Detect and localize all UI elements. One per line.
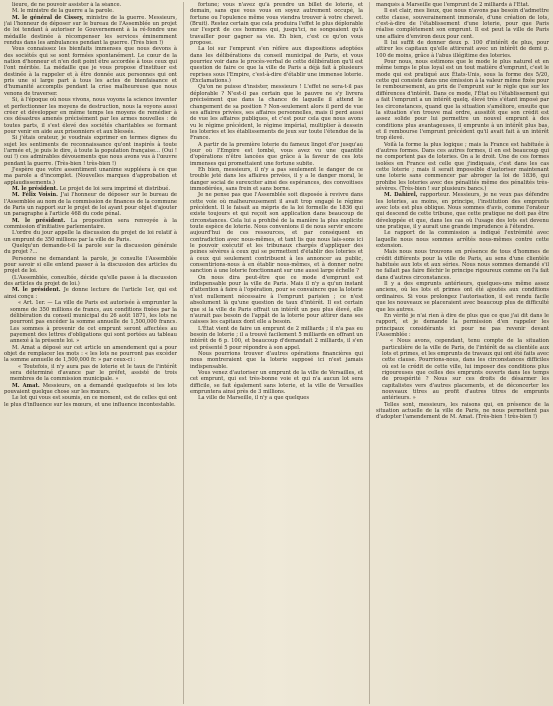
paragraph	[190, 46, 363, 84]
paragraph	[4, 46, 177, 97]
paragraph-text: M. le ministre de la guerre a la parole.	[12, 8, 114, 15]
paragraph	[4, 167, 177, 186]
speaker-name: M. le président.	[12, 287, 64, 294]
column-left	[4, 2, 177, 704]
speaker-name: M. le président.	[12, 217, 71, 224]
paragraph	[376, 192, 549, 230]
speaker-name: M. le général de Cissey,	[12, 14, 87, 21]
paragraph	[4, 243, 177, 256]
paragraph	[4, 230, 177, 243]
speaker-name: M. Dahirel,	[384, 192, 421, 199]
paragraph	[4, 395, 177, 408]
paragraph-text: lieure, de ne pouvoir assister à la séance.	[12, 2, 122, 8]
paragraph-text: Vous venez d'autoriser un emprunt de la ville de Versailles, et cet emprunt, qui est très-bonne voie et qui n'a aucun lot sera difficile, se fait également sans loterie, et la ville de Versailles empruntera ainsi près de 3 millions.	[190, 369, 363, 395]
paragraph-text: Qu'on ne puisse d'insister, messieurs ! L'effet ne sera-t-il pas déplorable ? N'est-il pas certain que le pauvre ne s'y livrera précisément que dans la chance de laquelle il attend le changement de sa position ? Non-seulement alors il perd de vue ses affaires privées, ses affaires personnelles, mais il perd aussi de vue les affaires publiques, et c'est pour cela que nous avons vu le régime précédent, le régime impérial, multiplier à dessein les loteries et les établissements de jeux sur toute l'étendue de la France.	[190, 84, 363, 142]
paragraph-text: Si j'étais orateur, je voudrais exprimer en termes dignes du sujet les sentiments de reconnaissance qu'ont inspirés à toute l'armée et, je puis le dire, à toute la population française... (Oui ! oui !) ces admirables dévouements que nous avons vus à l'œuvre pendant la guerre. (Très-bien ! très-bien !)	[4, 135, 177, 167]
paragraph	[376, 8, 549, 40]
paragraph	[4, 15, 177, 47]
column-right	[376, 2, 549, 704]
paragraph	[190, 395, 363, 401]
paragraph-text: Je donne lecture de l'article 1er, qui est ainsi conçu :	[4, 287, 177, 300]
paragraph-text: Voilà la forme la plus logique ; mais la France est habituée à d'autres formes. Dans ces autres formes, il en est beaucoup qui ne comportent pas de loteries. On a le droit. Une de ces formes isolées en France est celle que j'indiquais, c'est dans les cas cette loterie ; mais il serait impossible d'autoriser maintenant une loterie sans commencer par abroger la loi de 1836, qui prohibe les loteries avec des pénalités même des pénalités très-sévères. (Très-bien ! sur plusieurs bancs.)	[376, 141, 549, 192]
paragraph	[4, 383, 177, 396]
paragraph-text: En vérité je n'ai rien à dire de plus que ce que j'ai dit dans le rapport, et je demande la permission d'en rappeler les principaux considérants ici pour ne pas revenir devant l'Assemblée :	[376, 312, 549, 338]
paragraph	[4, 218, 177, 231]
paragraph-text: Si, à l'époque où nous vivons, nous voyons la science inventer et perfectionner les moyens de destruction, nous la voyons aussi créer et développer en même temps les moyens de remédier à ces désastres amenés précisément par les armes nouvelles : de toutes parts, il s'est élevé des sociétés charitables se formant pour venir en aide aux prisonniers et aux blessés.	[4, 97, 177, 135]
paragraph	[190, 142, 363, 167]
paragraph-text: (L'Assemblée, consultée, décide qu'elle passe à la discussion des articles du projet de loi.)	[4, 274, 177, 288]
paragraph	[376, 230, 549, 249]
paragraph	[190, 167, 363, 192]
paragraph-text: A partir de la première loterie du fameux lingot d'or jusqu'au jour où l'Empire est tombé, vous avez vu une quantité d'opérations n'être lancées que grâce à la faveur de ces lots immenses qui promettaient une fortune subite.	[190, 141, 363, 167]
paragraph	[10, 300, 177, 344]
paragraph-text: Il lui suffit de donner deux p. 100 d'intérêt de plus, pour attirer les capitaux qu'elle attirerait avec un intérêt de demi p. 100 de moins, grâce à l'abus illégitime des loteries.	[376, 40, 549, 59]
paragraph	[376, 402, 549, 421]
paragraph	[376, 281, 549, 313]
paragraph	[376, 249, 549, 281]
paragraph-text: manqués à Marseille que l'emprunt de 2 milliards à l'État.	[376, 2, 530, 8]
paragraph-text: Il est clair, mes lieux, que nous n'avons pas besoin d'admettre cette clause, souverainement immorale, d'une création de lots, c'est-à-dire de l'établissement d'une loterie, pour que Paris réalise complètement son emprunt. Il est peut la ville de Paris une affaire d'environ deux pour cent.	[376, 8, 549, 40]
paragraph-text: Vous connaissez les bienfaits immenses que nous devons à des sociétés qui se sont formées spontanément. Le cœur de la nation d'honneur et n'en doit point étre accordée à tous ceux qui l'ont méritée. La médaille que je vous propose d'instituer est destinée à la rappeler et à être donnée aux personnes qui ont pris une si large part à tous les actes de bienfaisance et d'humanité accomplis pendant la crise malheureuse que nous venons de traverser.	[4, 46, 177, 97]
paragraph	[10, 364, 177, 383]
paragraph-text: On nous dira peut-être que ce mode d'emprunt est indispensable pour la ville de Paris. Mais il n'y a qu'un instant d'attention à faire à l'opération, pour se convaincre que la loterie n'est nullement nécessaire à l'emprunt parisien ; ce n'est absolument là qu'une question de taux d'intérêt. Il est certain que si la ville de Paris offrait un intérêt un peu plus élevé, elle n'aurait pas besoin de l'appât de la loterie pour attirer dans ses caisses les capitaux dont elle a besoin.	[190, 274, 363, 326]
paragraph-text: Mais nous nous trouvons en présence de tous d'hommes de crédit différents pour la ville de Paris, au sens d'une clientèle habituée aux lots et aux séries. Nous nous sommes demandé s'il ne fallait pas faire fléchir le principe rigoureux comme on l'a fait dans d'autres circonstances.	[376, 249, 549, 281]
paragraph-text: J'ai l'honneur de déposer sur le bureau de l'Assemblée au nom de la commission de finances de la commune de Paris un rapport sur le projet de loi ayant pour objet d'ajouter un paragraphe à l'article 468 du code pénal.	[4, 192, 177, 218]
paragraph-text: Le lot qui vous est soumis, en ce moment, est de celles qui ont le plus d'influence sur les mœurs, et une influence incontestable.	[4, 395, 177, 408]
paragraph	[4, 345, 177, 364]
paragraph-text: Messieurs, on a demandé quelquefois si les lots pouvaient quelque chose sur les mœurs.	[4, 382, 177, 395]
paragraph	[4, 135, 177, 167]
paragraph-text: M. Amat a déposé sur cet article un amendement qui a pour objet de remplacer les mots : « les lots ne pourront pas excéder la somme annuelle de 1,500,000 fr. » par ceux-ci :	[4, 344, 177, 364]
paragraph-text: Nous pourrions trouver d'autres opérations financières qui nous montreraient que la loterie supposé ici n'est jamais indispensable.	[190, 350, 363, 370]
paragraph	[4, 287, 177, 300]
paragraph	[190, 351, 363, 370]
paragraph-text: ministre de la guerre. Messieurs, j'ai l'honneur de déposer sur le bureau de l'Assemblée un projet de loi tendant à autoriser le Gouvernement à la ré-fondre une médaille destinée à récompenser les services éminemment rendus dans les ambulances pendant la guerre. (Très bien !)	[4, 14, 177, 47]
paragraph-text: Quelqu'un demande-t-il la parole sur la discussion générale du projet ?...	[4, 243, 177, 256]
paragraph-text: fortune; vous n'avez qu'à prendre un billet de loterie, et demain, sans que vous vous en soyez autrement occupé, la fortune ou l'opulence même vous viendra trouver à votre chevet. (Bruit). Restez certain que cela produira l'effet le plus déplorable sur l'esprit de ces hommes qui, jusqu'ici, ne songeaient qu'à travailler pour gagner sa vie. Eh bien, c'est ce qu'on vous propose.	[190, 2, 363, 47]
paragraph	[190, 2, 363, 46]
paragraph	[190, 84, 363, 141]
paragraph	[376, 313, 549, 338]
paragraph	[376, 142, 549, 193]
paragraph-text: Telles sont, messieurs, les raisons qui, en présence de la situation actuelle de la ville de Paris, ne nous permettent pas d'adopter l'amendement de M. Amat. (Très-bien ! très-bien !)	[376, 401, 549, 421]
text-columns	[4, 2, 549, 704]
paragraph	[190, 192, 363, 274]
paragraph-text: L'ordre du jour appelle la discussion du projet de loi relatif à un emprunt de 350 millions par la ville de Paris.	[4, 230, 177, 243]
speaker-name: M. Félix Voisin.	[12, 192, 61, 199]
paragraph	[190, 275, 363, 326]
paragraph	[382, 338, 549, 401]
paragraph-text: Le projet de loi sera imprimé et distribué.	[59, 185, 171, 192]
column-middle	[190, 2, 363, 704]
paragraph	[376, 40, 549, 59]
paragraph	[4, 192, 177, 217]
speaker-name: M. Amat.	[12, 382, 43, 389]
paragraph-text: L'État vient de faire un emprunt de 2 milliards ; il n'a pas eu besoin de loterie ; il a trouvé facilement 5 milliards en offrant un intérêt de 6 p. 100, et beaucoup d'demandait 2 milliards, il s'en est présenté 5 pour répondre à son appel.	[190, 325, 363, 351]
paragraph-text: « Nous avons, cependant, tenu compte de la situation particulière de la ville de Paris, de l'intérêt de sa clientèle aux lots et primes, et les emprunts de travaux qui ont été faits avec cette clause. Pourrions-nous, dans les circonstances difficiles où est le crédit de cette ville, lui imposer des conditions plus rigoureuses que celles des emprunts ouverts dans les temps de prospérité ? Nous sur ces droits de désarmer les capitalistes vers d'autres placements, et de déconcerter les nouveaux titres au profit d'autres titres de emprunts antérieurs. »	[382, 338, 549, 402]
column-rule	[369, 2, 370, 704]
paragraph	[4, 256, 177, 275]
paragraph	[376, 59, 549, 141]
paragraph-text: « Toutefois, il n'y aura pas de loterie et le taux de l'intérêt sera déterminé d'avance par le préfet, assisté de trois membres de la commission municipale. »	[10, 363, 177, 383]
paragraph-text: Il y a des emprunts antérieurs, quelques-uns même assez anciens, où les lots et primes ont été ajoutés aux conditions ordinaires. Si vous prolongez l'autorisation, il est rendu facile que les nouveaux se placeraient avec beaucoup plus de difficulté que les autres.	[376, 281, 549, 313]
paragraph-text: La proposition sera renvoyée à la commission d'initiative parlementaire.	[4, 217, 177, 231]
paragraph-text: Pour nous, nous estimons que le mode le plus naturel et en même temps le plus loyal est un tout matière d'emprunt, c'est le mode qui est pratiqué aux États-Unis, sous la forme des 5/20, cette qui consiste dans une émission à la valeur même fixée pour le remboursement, au prix de l'emprunt sur le règle que sur les différences d'intérêt. Dans ce mode, l'État ou l'établissement qui a fait l'emprunt a un intérêt quelq. élevé très s'étant imposé par les circonstances, quand que la situation s'améliore, ensuite que la situation s'en trouve mal ordre, aussitôt que son crédit est assez solide pour lui permettre un nouvel emprunt à des conditions plus avantageuses, il emprunte à un intérêt plus bas, et il rembourse l'emprunt précédent qu'il avait fait à un intérêt trop élevé.	[376, 59, 549, 142]
paragraph-text: Le rapport de la commission a indiqué l'extrémité avec laquelle nous nous sommes arrêtés nous-mêmes contre cette extension.	[376, 230, 549, 250]
paragraph-text: Personne ne demandant la parole, je consulte l'Assemblée pour savoir si elle entend passer à la discussion des articles du projet de loi.	[4, 255, 177, 275]
paragraph-text: Je ne pense pas que l'Assemblée soit disposée à revivre dans cette voie où malheureusement il avait trop engagé le régime précédent. Il le faisait au mépris de la loi formelle de 1836 qui existe toujours et qui reçoit son application dans beaucoup de circonstances. Cela lui a prohibé de la manière la plus explicite toute espèce de loterie. Nous convenions il de nous servir encore aujourd'hui de ces ressources, et par conséquent en contradiction avec nous-mêmes, et tant lis que nous lais-sons ici le pouvoir exécutif et les tribunaux chargés d'appliquer des peines sévères à ceux qui se permettent d'établir des loteries et à ceux qui seulement contribuent à les annoncer au public, consentirions-nous à en établir nous-mêmes, et à donner notre sanction à une loterie fonctionnant sur une aussi large échelle ?	[190, 192, 363, 275]
paragraph-text: « Art. 1er. — La ville de Paris est autorisée à emprunter la somme de 350 millions de francs, aux conditions fixées par la délibération du conseil municipal du 26 août 1871, les lots ne pourront pas excéder la somme annuelle de 1,500,000 francs. Les sommes à provenir de cet emprunt seront affectées au payement des lettres d'obligations qui sont portées au tableau annexé à la présente loi. »	[10, 300, 177, 345]
paragraph-text: La loi sur l'emprunt s'en réfère aux dispositions adoptées dans les délibérations du conseil municipal de Paris, et vous pourriez voir dans le procès-verbal de cette délibération qu'il est question de faire ce que la ville de Paris a déjà fait à plusieurs reprises sous l'Empire, c'est-à-dire d'établir une immense loterie. (Exclamations.)	[190, 46, 363, 85]
paragraph	[190, 370, 363, 395]
column-rule	[183, 2, 184, 704]
paragraph	[4, 97, 177, 135]
paragraph	[190, 326, 363, 351]
paragraph-text: J'espère que votre assentiment unanime suppléera à ce que ma parole a d'incomplet. (Nouvelles marques d'approbation et applaudissements.)	[4, 166, 177, 186]
paragraph-text: Eh bien, messieurs, il n'y a pas seulement le danger de ce trouble jeté dans les affaires privées, il y a le danger moral, le danger social de surexciter ainsi des espérances, des convoitises immodérées, sans frein et sans borne.	[190, 166, 363, 192]
speaker-name: M. le président.	[12, 185, 60, 192]
paragraph-text: La ville de Marseille, il n'y a que quelques	[198, 395, 310, 402]
paragraph-text: rapporteur. Messieurs, je ne veux pas défendre les loteries, au moins, en principe, l'institution des emprunts avec lots est plus oblique. Nous sommes d'avis, comme l'orateur qui descend de cette tribune, que cette pratique ne doit pas être développée et que, dans les cas où l'usage des lots est devenu une pratique, il y aurait une grande imprudence à l'étendre.	[376, 192, 549, 231]
paragraph	[4, 275, 177, 288]
